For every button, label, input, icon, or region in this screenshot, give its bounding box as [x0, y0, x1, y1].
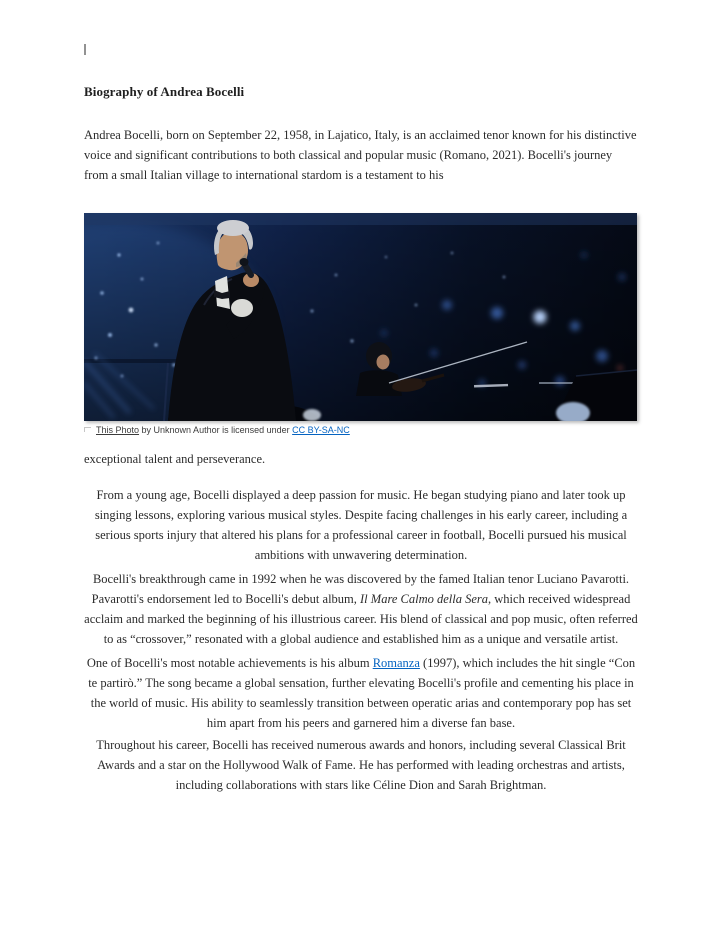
intro-text: Andrea Bocelli, born on September 22, 1958, in Lajatico, Italy, is an acclaimed tenor known for his distinctive voice and significant contributions to both classical and popular music (Romano, 2021). Bocelli's journey from a small Italian village to international stardom is a testament to his: [84, 128, 637, 182]
bocelli-photo[interactable]: [84, 213, 637, 421]
caption-middle-text: by Unknown Author is licensed under: [139, 425, 293, 435]
breakthrough-text-pre: Bocelli's breakthrough came in 1992 when he was discovered by the famed Italian tenor Luciano Pavarotti. Pavarotti's endorsement led to Bocelli's debut album,: [91, 572, 630, 606]
photo-caption: [84, 424, 638, 436]
intro-paragraph: [84, 125, 638, 185]
caption-license-link[interactable]: CC BY-SA-NC: [292, 425, 350, 435]
caption-this-photo-link[interactable]: This Photo: [96, 425, 140, 435]
romanza-text-post: (1997), which includes the hit single “Con te partirò.” The song became a global sensation, further elevating Bocelli's profile and cementing his place in the world of music. His ability to seamlessly transition between operatic arias and contemporary pop has set him apart from his peers and garnered him a diverse fan base.: [88, 656, 636, 730]
bocelli-figure: [84, 213, 638, 436]
caption-anchor-icon: [84, 427, 91, 432]
romanza-text-pre: One of Bocelli's most notable achievements is his album: [86, 656, 373, 670]
paragraph-breakthrough: [84, 569, 638, 649]
page-title: Biography of Andrea Bocelli: [84, 84, 245, 99]
document-body: [84, 0, 638, 795]
intro-continuation: exceptional talent and perseverance.: [84, 452, 266, 466]
album-title-italic: Il Mare Calmo della Sera: [360, 592, 489, 606]
stage-photo-illustration: [84, 213, 637, 421]
paragraph-career: Throughout his career, Bocelli has received numerous awards and honors, including several Classical Brit Awards and a star on the Hollywood Walk of Fame. He has performed with leading orchestras and artists, including collaborations with stars like Céline Dion and Sarah Brightman.: [96, 738, 626, 792]
paragraph-romanza: [84, 653, 638, 733]
romanza-album-link[interactable]: Romanza: [372, 656, 420, 670]
breakthrough-text-post: , which received widespread acclaim and marked the beginning of his illustrious career. His blend of classical and pop music, often referred to as “crossover,” resonated with a global audience and established him as a unique and versatile artist.: [84, 592, 638, 646]
paragraph-young-age: From a young age, Bocelli displayed a deep passion for music. He began studying piano and later took up singing lessons, exploring various musical styles. Despite facing challenges in his early career, including a serious sports injury that altered his plans for a professional career in football, Bocelli pursued his musical ambitions with unwavering determination.: [94, 488, 628, 562]
